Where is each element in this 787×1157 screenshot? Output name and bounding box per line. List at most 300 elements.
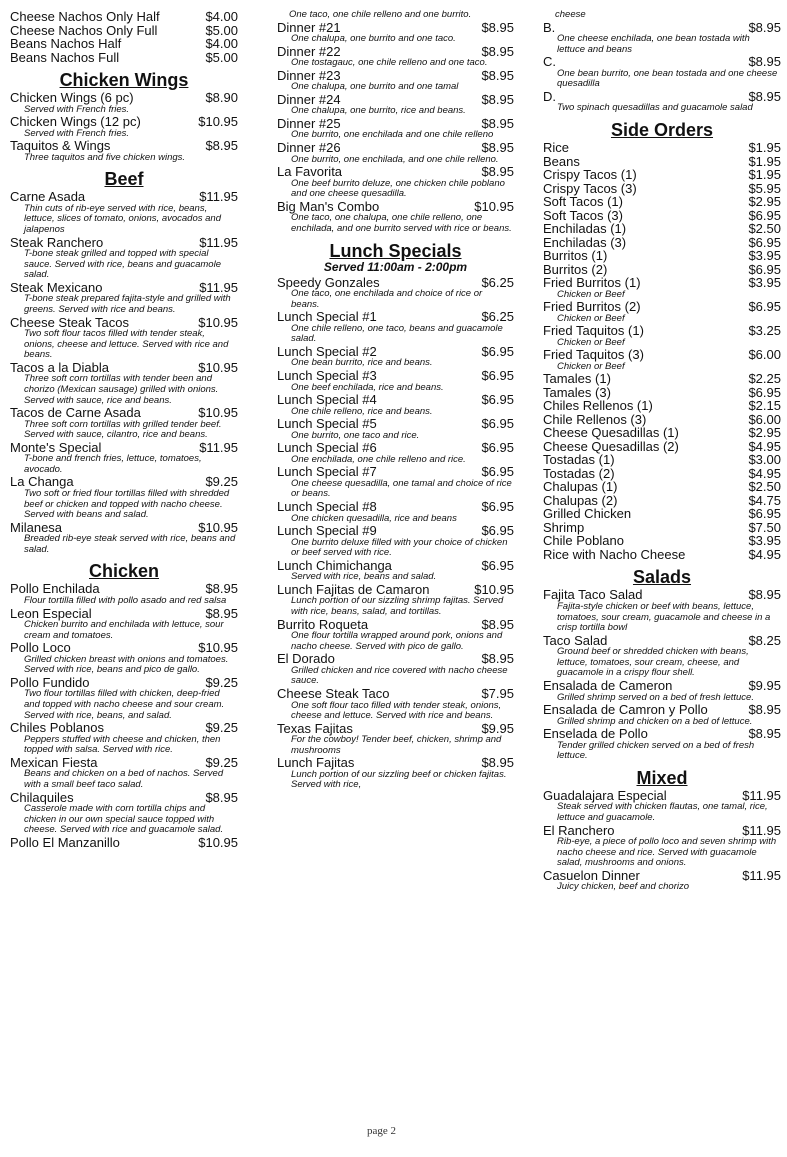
item-price: $8.95: [748, 726, 781, 742]
item-price: $11.95: [199, 279, 238, 295]
item-price: $6.95: [748, 207, 781, 223]
item-price: $9.95: [481, 720, 514, 736]
item-price: $8.95: [481, 164, 514, 180]
section-title-beef: Beef: [104, 169, 144, 190]
menu-item: [10, 10, 238, 24]
item-price: $4.95: [748, 546, 781, 562]
item-name: Ensalada de Camron y Pollo: [543, 702, 708, 718]
item-name: Rice with Nacho Cheese: [543, 546, 686, 562]
item-name: Fried Burritos (2): [543, 299, 641, 315]
menu-item: [543, 634, 781, 679]
section-title-lunch-specials: Lunch Specials: [329, 240, 462, 261]
item-price: $8.95: [481, 67, 514, 83]
item-description: Breaded rib-eye steak served with rice, beans and salad.: [24, 533, 236, 555]
menu-item: [543, 372, 781, 386]
beef-list: [10, 190, 238, 555]
item-name: Tamales (1): [543, 371, 611, 387]
menu-item: [543, 209, 781, 223]
item-name: Ensalada de Cameron: [543, 678, 673, 693]
item-description: One bean burrito, rice and beans.: [291, 357, 433, 369]
menu-item: [543, 679, 781, 703]
item-price: $6.00: [748, 411, 781, 427]
menu-item: [10, 521, 238, 556]
item-price: $8.95: [481, 140, 514, 156]
item-description: Grilled shrimp served on a bed of fresh lettuce.: [557, 691, 754, 703]
item-name: Chicken Wings (6 pc): [10, 90, 134, 105]
menu-item: [543, 195, 781, 209]
menu-item: [543, 324, 781, 348]
item-price: $6.95: [481, 343, 514, 359]
item-name: Pollo Loco: [10, 640, 71, 656]
item-description: Grilled chicken breast with onions and tomatoes. Served with rice, beans and pico de gallo.: [24, 653, 229, 676]
item-name: Steak Ranchero: [10, 234, 104, 250]
item-price: $10.95: [474, 581, 514, 597]
item-description: One bean burrito, one bean tostada and one cheese quesadilla: [557, 67, 778, 90]
item-name: Tacos a la Diabla: [10, 359, 109, 375]
item-name: Enchiladas (3): [543, 234, 627, 250]
item-price: $6.95: [481, 464, 514, 480]
menu-item: [543, 263, 781, 277]
menu-item: [543, 399, 781, 413]
menu-item: [10, 406, 238, 441]
item-price: $2.25: [748, 371, 781, 387]
menu-item: [10, 139, 238, 163]
item-price: $6.95: [481, 499, 514, 515]
item-description: Served with French fries.: [24, 103, 130, 115]
item-description: cheese: [555, 9, 586, 20]
item-price: $10.95: [198, 834, 238, 850]
item-price: $6.95: [481, 440, 514, 456]
item-description: One burrito, one enchilada and one chile relleno: [291, 129, 494, 141]
menu-item: [543, 413, 781, 427]
item-price: $10.95: [198, 519, 238, 535]
menu-item: [543, 727, 781, 762]
menu-item: [543, 386, 781, 400]
item-name: Beans: [543, 153, 580, 169]
item-name: Taco Salad: [543, 632, 608, 648]
item-price: $8.95: [481, 91, 514, 107]
menu-item: [543, 141, 781, 155]
item-price: $6.95: [748, 234, 781, 250]
menu-item: [543, 453, 781, 467]
item-name: Crispy Tacos (1): [543, 167, 637, 183]
item-name: Cheese Nachos Only Half: [10, 9, 160, 24]
lunch-specials-list: [277, 276, 514, 792]
item-name: Lunch Special #1: [277, 309, 377, 325]
section-title-chicken-wings: Chicken Wings: [59, 70, 189, 90]
item-description: One burrito deluxe filled with your choice of chicken or beef served with rice.: [291, 536, 508, 559]
item-price: $8.25: [748, 632, 781, 648]
menu-item: [543, 703, 781, 727]
item-name: Pollo Enchilada: [10, 581, 100, 597]
menu-item: [277, 559, 514, 583]
item-description: Chicken or Beef: [557, 288, 625, 300]
item-description: Three soft corn tortillas with grilled tender beef. Served with sauce, cilantro, rice and beans.: [24, 418, 222, 441]
item-price: $1.95: [748, 140, 781, 156]
item-price: $6.25: [481, 309, 514, 325]
item-description: One chalupa, one burrito and one tamal: [291, 81, 459, 93]
item-name: Cheese Quesadillas (2): [543, 438, 679, 454]
item-name: Dinner #24: [277, 91, 341, 107]
item-description: Beans and chicken on a bed of nachos. Served with a small beef taco salad.: [24, 768, 224, 790]
menu-item: [543, 21, 781, 56]
item-description: One chalupa, one burrito, rice and beans.: [291, 105, 466, 117]
item-name: Texas Fajitas: [277, 720, 353, 736]
item-price: $9.95: [748, 678, 781, 693]
item-description: Two soft flour tacos filled with tender steak, onions, cheese and lettuce. Served with rice and beans.: [24, 328, 229, 361]
nachos-list: [10, 10, 238, 64]
item-price: $3.95: [748, 533, 781, 549]
menu-item: [277, 441, 514, 465]
item-description: Three taquitos and five chicken wings.: [24, 151, 186, 163]
item-name: Leon Especial: [10, 605, 92, 621]
item-name: Burrito Roqueta: [277, 616, 369, 632]
item-description: One enchilada, one chile relleno and rice.: [291, 453, 466, 465]
item-price: $8.95: [748, 19, 781, 35]
menu-item: [277, 93, 514, 117]
item-description: One chile relleno, rice and beans.: [291, 405, 433, 417]
menu-item: [277, 165, 514, 200]
item-name: Lunch Chimichanga: [277, 557, 392, 573]
menu-item: [10, 37, 238, 51]
menu-item: [277, 369, 514, 393]
menu-item: [543, 155, 781, 169]
menu-item: [10, 190, 238, 235]
item-name: Tostadas (2): [543, 465, 615, 481]
item-description: Thin cuts of rib-eye served with rice, beans, lettuce, slices of tomato, onions, avocados and jalapenos: [24, 202, 221, 235]
item-name: Soft Tacos (3): [543, 207, 623, 223]
menu-item: [277, 652, 514, 687]
item-description: One burrito, one taco and rice.: [291, 429, 420, 441]
menu-item: [543, 548, 781, 562]
item-price: $2.15: [748, 398, 781, 414]
menu-item: [543, 494, 781, 508]
item-description: Three soft corn tortillas with tender been and chorizo (Mexican sausage) grilled with onions. Served with sauce, rice and beans.: [24, 373, 219, 406]
menu-item: [277, 200, 514, 235]
menu-item: [10, 475, 238, 520]
lunch-hours: Served 11:00am - 2:00pm: [323, 259, 468, 274]
item-name: Chalupas (2): [543, 492, 618, 508]
item-name: Milanesa: [10, 519, 63, 535]
item-price: $6.00: [748, 347, 781, 363]
item-price: $7.95: [481, 686, 514, 701]
item-description: Casserole made with corn tortilla chips and chicken in our own special sauce topped with cheese. Served with rice and guacamole salad.: [24, 803, 224, 836]
item-description: Juicy chicken, beef and chorizo: [557, 881, 690, 893]
item-price: $9.25: [205, 720, 238, 736]
item-price: $3.00: [748, 452, 781, 468]
item-name: El Ranchero: [543, 822, 615, 838]
item-price: $9.25: [205, 674, 238, 690]
item-name: Steak Mexicano: [10, 279, 103, 295]
menu-item: [543, 182, 781, 196]
item-description: Served with rice, beans and salad.: [291, 571, 437, 583]
item-price: $9.25: [205, 474, 238, 490]
menu-item: [543, 426, 781, 440]
section-title-chicken: Chicken: [88, 561, 160, 582]
menu-item: [277, 500, 514, 524]
item-name: Lunch Special #2: [277, 343, 377, 359]
item-price: $3.95: [748, 248, 781, 264]
menu-item: [543, 824, 781, 869]
item-price: $5.00: [205, 22, 238, 38]
item-description: Chicken or Beef: [557, 336, 625, 348]
item-price: $8.95: [205, 581, 238, 597]
item-description: One chalupa, one burrito and one taco.: [291, 33, 456, 45]
menu-item: [10, 836, 238, 850]
menu-column-2: [277, 10, 514, 791]
item-name: Lunch Special #9: [277, 523, 377, 539]
item-price: $1.95: [748, 167, 781, 183]
menu-item: [543, 168, 781, 182]
item-description: Fajita-style chicken or beef with beans, lettuce, tomatoes, sour cream, guacamole and cheese in a crisp tortilla bowl: [557, 600, 771, 634]
item-description: One taco, one chile relleno and one burrito.: [289, 9, 472, 20]
menu-column-1: [10, 10, 238, 849]
item-name: Speedy Gonzales: [277, 274, 380, 290]
menu-item: [277, 756, 514, 791]
item-description: One chile relleno, one taco, beans and guacamole salad.: [291, 322, 503, 345]
item-name: Cheese Nachos Only Full: [10, 22, 158, 38]
item-description: Lunch portion of our sizzling beef or chicken fajitas. Served with rice,: [291, 768, 507, 791]
item-description: Peppers stuffed with cheese and chicken, then topped with salsa. Served with rice.: [24, 733, 221, 756]
menu-item: [543, 467, 781, 481]
item-description: One flour tortilla wrapped around pork, onions and nacho cheese. Served with pico de gallo.: [291, 630, 503, 652]
salads-list: [543, 588, 781, 761]
item-description: One tostagauc, one chile relleno and one taco.: [291, 57, 488, 69]
item-price: $8.95: [748, 88, 781, 104]
item-name: Enselada de Pollo: [543, 726, 648, 742]
menu-item: [277, 393, 514, 417]
item-name: La Changa: [10, 474, 74, 490]
item-name: Lunch Special #4: [277, 392, 377, 408]
item-price: $3.25: [748, 323, 781, 339]
item-description: Tender grilled chicken served on a bed of fresh lettuce.: [557, 739, 755, 762]
item-price: $9.25: [205, 754, 238, 770]
item-price: $11.95: [199, 439, 238, 455]
menu-item: [10, 582, 238, 606]
item-description: Two flour tortillas filled with chicken, deep-fried and topped with nacho cheese and sour cream. Served with rice, beans, and salad.: [24, 688, 225, 721]
item-price: $10.95: [198, 114, 238, 130]
item-description: Rib-eye, a piece of pollo loco and seven shrimp with nacho cheese and rice. Served with guacamole salad, mushrooms and onions.: [557, 836, 777, 869]
item-description: Chicken or Beef: [557, 360, 625, 372]
item-price: $8.95: [481, 755, 514, 771]
item-price: $8.95: [205, 605, 238, 621]
menu-item: [277, 69, 514, 93]
item-price: $6.95: [748, 299, 781, 315]
menu-item: [277, 524, 514, 559]
menu-item: [543, 588, 781, 633]
item-price: $10.95: [474, 198, 514, 214]
item-name: Lunch Special #7: [277, 464, 377, 480]
item-price: $4.00: [205, 9, 238, 24]
item-description: Two soft or fried flour tortillas filled with shredded beef or chicken and topped with nacho cheese. Served with beans and salad.: [24, 487, 230, 521]
item-name: Beans Nachos Half: [10, 36, 122, 51]
item-price: $2.50: [748, 479, 781, 495]
item-name: Taquitos & Wings: [10, 138, 111, 154]
item-price: $2.95: [748, 194, 781, 210]
item-name: Monte's Special: [10, 439, 102, 455]
item-price: $6.95: [481, 392, 514, 408]
item-price: $5.95: [748, 180, 781, 196]
section-title-salads: Salads: [632, 567, 692, 588]
menu-item: [543, 222, 781, 236]
menu-item: [10, 115, 238, 139]
item-price: $7.50: [748, 519, 781, 535]
item-name: Shrimp: [543, 519, 585, 535]
menu-item: [543, 789, 781, 824]
item-description: T-bone and french fries, lettuce, tomatoes, avocado.: [24, 453, 202, 475]
item-price: $1.95: [748, 153, 781, 169]
combo-list: [543, 21, 781, 114]
item-name: Tamales (3): [543, 384, 611, 400]
menu-item: [277, 687, 514, 722]
menu-item: [277, 310, 514, 345]
item-name: Chalupas (1): [543, 479, 618, 495]
item-name: Lunch Special #3: [277, 368, 377, 383]
item-name: Dinner #21: [277, 19, 341, 35]
menu-item: [10, 441, 238, 476]
chicken-wings-list: [10, 91, 238, 163]
menu-item: [277, 276, 514, 311]
item-name: Chiles Rellenos (1): [543, 398, 653, 414]
menu-item: [10, 676, 238, 721]
item-description: One beef enchilada, rice and beans.: [291, 381, 444, 393]
item-name: Soft Tacos (1): [543, 194, 623, 210]
item-name: Dinner #26: [277, 140, 341, 156]
menu-column-3: [543, 10, 781, 893]
section-title-side-orders: Side Orders: [610, 120, 714, 141]
item-price: $10.95: [198, 314, 238, 330]
item-description: Served with French fries.: [24, 127, 130, 139]
item-description: Ground beef or shredded chicken with beans, lettuce, tomatoes, sour cream, cheese, and guacamole in a crispy flour shell.: [557, 646, 749, 679]
item-price: $11.95: [742, 787, 781, 803]
menu-item: [543, 55, 781, 90]
menu-item: [10, 641, 238, 676]
item-name: Pollo El Manzanillo: [10, 834, 120, 850]
item-description: One chicken quesadilla, rice and beans: [291, 512, 457, 524]
item-name: Chile Poblano: [543, 533, 624, 549]
menu-item: [277, 45, 514, 69]
item-price: $11.95: [199, 189, 238, 205]
item-name: El Dorado: [277, 651, 335, 667]
item-price: $5.00: [205, 49, 238, 65]
item-description: One cheese quesadilla, one tamal and choice of rice or beans.: [291, 477, 512, 500]
menu-item: [277, 117, 514, 141]
item-price: $6.25: [481, 274, 514, 290]
item-price: $10.95: [198, 359, 238, 375]
item-name: La Favorita: [277, 164, 343, 180]
item-name: B.: [543, 19, 556, 35]
item-name: Fajita Taco Salad: [543, 587, 643, 603]
item-price: $8.95: [481, 43, 514, 59]
item-name: Grilled Chicken: [543, 506, 632, 522]
item-name: Tostadas (1): [543, 452, 615, 468]
item-description: T-bone steak grilled and topped with special sauce. Served with rice, beans and guacamole salad.: [24, 248, 221, 281]
item-price: $6.95: [481, 557, 514, 573]
item-name: Big Man's Combo: [277, 198, 380, 214]
item-name: Cheese Quesadillas (1): [543, 425, 679, 441]
menu-item: [543, 507, 781, 521]
menu-item: [10, 91, 238, 115]
dinners-list: [277, 21, 514, 235]
menu-item: [277, 583, 514, 618]
menu-item: [543, 90, 781, 114]
item-description: Flour tortilla filled with pollo asado and red salsa: [24, 594, 227, 606]
item-name: Fried Taquitos (3): [543, 347, 644, 363]
item-name: D.: [543, 88, 556, 104]
item-name: C.: [543, 54, 556, 70]
item-description: Chicken burrito and enchilada with lettuce, sour cream and tomatoes.: [24, 619, 224, 641]
item-description: One cheese enchilada, one bean tostada with lettuce and beans: [557, 33, 750, 55]
menu-item: [543, 534, 781, 548]
item-name: Lunch Special #6: [277, 440, 377, 456]
item-name: Dinner #22: [277, 43, 341, 59]
item-name: Chilaquiles: [10, 789, 74, 805]
menu-item: [277, 417, 514, 441]
menu-item: [10, 721, 238, 756]
item-price: $2.95: [748, 425, 781, 441]
item-price: $6.95: [748, 506, 781, 522]
item-name: Lunch Fajitas de Camaron: [277, 581, 430, 597]
item-name: Fried Burritos (1): [543, 275, 641, 291]
item-price: $11.95: [742, 867, 781, 883]
item-name: Burritos (1): [543, 248, 608, 264]
menu-item: [543, 300, 781, 324]
menu-item: [10, 791, 238, 836]
section-title-mixed: Mixed: [636, 767, 688, 788]
menu-item: [10, 236, 238, 281]
item-price: $4.95: [748, 465, 781, 481]
item-name: Mexican Fiesta: [10, 754, 98, 770]
page-number: page 2: [367, 1125, 397, 1137]
item-description: Chicken or Beef: [557, 312, 625, 324]
menu-item: [543, 249, 781, 263]
menu-item: [10, 281, 238, 316]
menu-item: [10, 51, 238, 65]
item-description: T-bone steak prepared fajita-style and grilled with greens. Served with rice and beans.: [24, 293, 231, 315]
item-name: Burritos (2): [543, 261, 608, 277]
item-name: Chicken Wings (12 pc): [10, 114, 141, 130]
menu-item: [277, 465, 514, 500]
item-description: One beef burrito deluze, one chicken chile poblano and one cheese quesadilla.: [291, 177, 505, 200]
item-name: Chiles Poblanos: [10, 720, 104, 736]
menu-item: [543, 521, 781, 535]
menu-item: [543, 480, 781, 494]
item-description: For the cowboy! Tender beef, chicken, shrimp and mushrooms: [291, 734, 502, 756]
item-name: Dinner #23: [277, 67, 341, 83]
menu-item: [543, 440, 781, 454]
item-price: $8.95: [205, 138, 238, 154]
item-price: $8.95: [748, 702, 781, 718]
item-price: $6.95: [481, 368, 514, 383]
item-price: $8.95: [481, 19, 514, 35]
item-name: Dinner #25: [277, 115, 341, 131]
menu-item: [10, 607, 238, 642]
menu-item: [10, 24, 238, 38]
item-price: $8.95: [481, 115, 514, 131]
item-name: Cheese Steak Taco: [277, 686, 390, 701]
menu-item: [543, 869, 781, 893]
item-name: Crispy Tacos (3): [543, 180, 637, 196]
menu-item: [543, 236, 781, 250]
item-description: Grilled shrimp and chicken on a bed of lettuce.: [557, 715, 753, 727]
item-description: Lunch portion of our sizzling shrimp fajitas. Served with rice, beans, salad, and tortillas.: [291, 595, 504, 618]
item-price: $10.95: [198, 640, 238, 656]
menu-item: [277, 21, 514, 45]
item-name: Lunch Special #5: [277, 416, 377, 432]
item-price: $11.95: [199, 234, 238, 250]
menu-item: [10, 316, 238, 361]
item-name: Fried Taquitos (1): [543, 323, 644, 339]
